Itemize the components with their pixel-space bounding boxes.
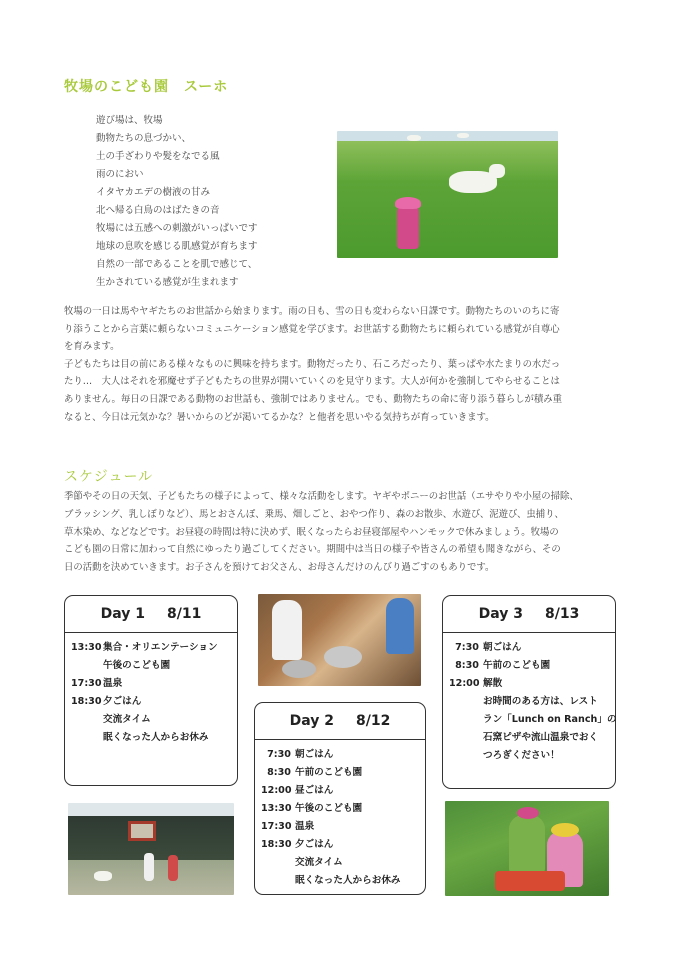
item-activity: 夕ごはん	[295, 839, 334, 850]
list-item	[65, 729, 237, 747]
kids-cooking-photo	[258, 594, 421, 686]
schedule-line: ブラッシング、乳しぼりなど）、馬とおさんぽ、乗馬、畑しごと、おやつ作り、森のお散歩、水遊び、泥遊び、虫捕り、	[64, 508, 564, 520]
bowl-shape	[282, 660, 316, 678]
schedule-line: 日の活動を決めていきます。お子さんを預けてお父さん、お母さんだけのんびり過ごすのもありです。	[64, 562, 495, 574]
item-activity: つろぎください！	[483, 750, 560, 761]
item-time: 18:30	[71, 696, 102, 707]
tomato-basket	[495, 871, 565, 891]
list-item	[65, 675, 237, 693]
list-item	[443, 747, 615, 765]
poem-line: 自然の一部であることを肌で感じて、	[96, 259, 258, 270]
goat-distant	[407, 135, 421, 141]
item-time: 12:00	[261, 785, 292, 796]
day3-date: 8/13	[545, 606, 580, 622]
day2-header	[255, 703, 425, 740]
goat-distant	[457, 133, 469, 138]
list-item	[255, 872, 425, 890]
list-item	[443, 711, 615, 729]
item-activity: 午前のこども園	[295, 767, 363, 778]
item-time: 12:00	[449, 678, 480, 689]
page-title: 牧場のこども園 スーホ	[64, 79, 229, 95]
list-item	[255, 800, 425, 818]
item-activity: 眠くなった人からお休み	[103, 732, 209, 743]
item-activity: お時間のある方は、レスト	[483, 696, 598, 707]
item-time: 18:30	[261, 839, 292, 850]
item-time: 13:30	[71, 642, 102, 653]
day3-header	[443, 596, 615, 633]
item-time: 7:30	[455, 642, 479, 653]
poem-line: 動物たちの息づかい、	[96, 133, 192, 144]
poem	[96, 112, 326, 292]
list-item	[443, 639, 615, 657]
poem-line: 雨のにおい	[96, 169, 144, 180]
item-time: 17:30	[71, 678, 102, 689]
item-time: 8:30	[455, 660, 479, 671]
item-time: 7:30	[267, 749, 291, 760]
goat-pasture-photo	[337, 131, 558, 258]
list-item	[443, 729, 615, 747]
schedule-heading: スケジュール	[64, 469, 154, 485]
intro-line: を育みます。	[64, 341, 120, 353]
day3-items	[443, 633, 615, 765]
list-item	[255, 782, 425, 800]
item-activity: 午前のこども園	[483, 660, 551, 671]
item-activity: 温泉	[103, 678, 123, 689]
item-activity: 集合・オリエンテーション	[103, 642, 218, 653]
schedule-description	[64, 488, 620, 577]
intro-line: 子どもたちは目の前にある様々なものに興味を持ちます。動物だったり、石ころだったり、葉っぱや水たまりの水だっ	[64, 358, 561, 370]
item-activity: 解散	[483, 678, 503, 689]
list-item	[443, 657, 615, 675]
list-item	[65, 657, 237, 675]
poem-line: 北へ帰る白鳥のはばたきの音	[96, 205, 220, 216]
intro-line: なると、今日は元気かな？暑いからのどが渇いてるかな？と他者を思いやる気持ちが育っていきます。	[64, 411, 495, 423]
item-activity: 午後のこども園	[103, 660, 171, 671]
list-item	[65, 639, 237, 657]
day1-date: 8/11	[167, 606, 202, 622]
barn-window	[128, 821, 156, 841]
item-time: 8:30	[267, 767, 291, 778]
item-time: 17:30	[261, 821, 292, 832]
poem-line: イタヤカエデの樹液の甘み	[96, 187, 211, 198]
goat-figure	[94, 871, 112, 881]
list-item	[443, 693, 615, 711]
day3-box	[442, 595, 616, 789]
item-activity: 交流タイム	[295, 857, 343, 868]
list-item	[255, 854, 425, 872]
day2-date: 8/12	[356, 713, 391, 729]
day1-header	[65, 596, 237, 633]
poem-line: 遊び場は、牧場	[96, 115, 163, 126]
item-activity: ラン「Lunch on Ranch」の	[483, 714, 617, 725]
schedule-line: こども園の日常に加わって自然にゆったり過ごしてください。期間中は当日の様子や皆さんの希望も聞きながら、その	[64, 544, 561, 556]
day2-box	[254, 702, 426, 895]
child-figure	[509, 815, 545, 873]
bowl-shape	[324, 646, 362, 668]
child-hat	[517, 807, 539, 819]
item-time: 13:30	[261, 803, 292, 814]
day3-label: Day 3	[478, 606, 524, 622]
child-figure	[272, 600, 302, 660]
barn-photo	[68, 803, 234, 895]
child-hat	[551, 823, 579, 837]
schedule-line: 草木染め、などなどです。お昼寝の時間は特に決めず、眠くなったらお昼寝部屋やハンモックで休みましょう。牧場の	[64, 526, 559, 538]
item-activity: 朝ごはん	[295, 749, 334, 760]
day1-box	[64, 595, 238, 786]
list-item	[255, 836, 425, 854]
child-hat	[395, 197, 421, 209]
item-activity: 交流タイム	[103, 714, 151, 725]
intro-line: り添うことから言葉に頼らないコミュニケーション感覚を学びます。お世話する動物たちに頼られている感覚が自尊心	[64, 323, 560, 335]
day1-label: Day 1	[100, 606, 146, 622]
schedule-line: 季節やその日の天気、子どもたちの様子によって、様々な活動をします。ヤギやポニーのお世話（エサやりや小屋の掃除、	[64, 491, 579, 502]
child-figure	[144, 853, 154, 881]
item-activity: 石窯ピザや流山温泉でおく	[483, 732, 599, 743]
day1-items	[65, 633, 237, 747]
list-item	[65, 711, 237, 729]
intro-line: たり… 大人はそれを邪魔せず子どもたちの世界が開いていくのを見守ります。大人が何かを強制してやらせることは	[64, 376, 560, 388]
item-activity: 眠くなった人からお休み	[295, 875, 401, 886]
intro-line: ありません。毎日の日課である動物のお世話も、強制ではありません。でも、動物たちの命に寄り添う暮らしが積み重	[64, 393, 563, 405]
intro-line: 牧場の一日は馬やヤギたちのお世話から始まります。雨の日も、雪の日も変わらない日課です。動物たちのいのちに寄	[64, 306, 560, 317]
poem-line: 地球の息吹を感じる肌感覚が育ちます	[96, 241, 258, 252]
child-figure	[168, 855, 178, 881]
item-activity: 夕ごはん	[103, 696, 142, 707]
poem-line: 生かされている感覚が生まれます	[96, 277, 239, 288]
poem-line: 土の手ざわりや髪をなでる風	[96, 151, 220, 162]
poem-line: 牧場には五感への刺激がいっぱいです	[96, 223, 258, 234]
item-activity: 朝ごはん	[483, 642, 522, 653]
day2-label: Day 2	[289, 713, 335, 729]
item-activity: 温泉	[295, 821, 315, 832]
list-item	[65, 693, 237, 711]
goat-head	[489, 164, 505, 178]
list-item	[255, 818, 425, 836]
list-item	[255, 746, 425, 764]
child-figure	[386, 598, 414, 654]
child-figure	[397, 203, 419, 249]
day2-items	[255, 740, 425, 890]
item-activity: 昼ごはん	[295, 785, 334, 796]
item-activity: 午後のこども園	[295, 803, 363, 814]
list-item	[255, 764, 425, 782]
intro-text	[64, 303, 616, 426]
tomato-harvest-photo	[445, 801, 609, 896]
list-item	[443, 675, 615, 693]
